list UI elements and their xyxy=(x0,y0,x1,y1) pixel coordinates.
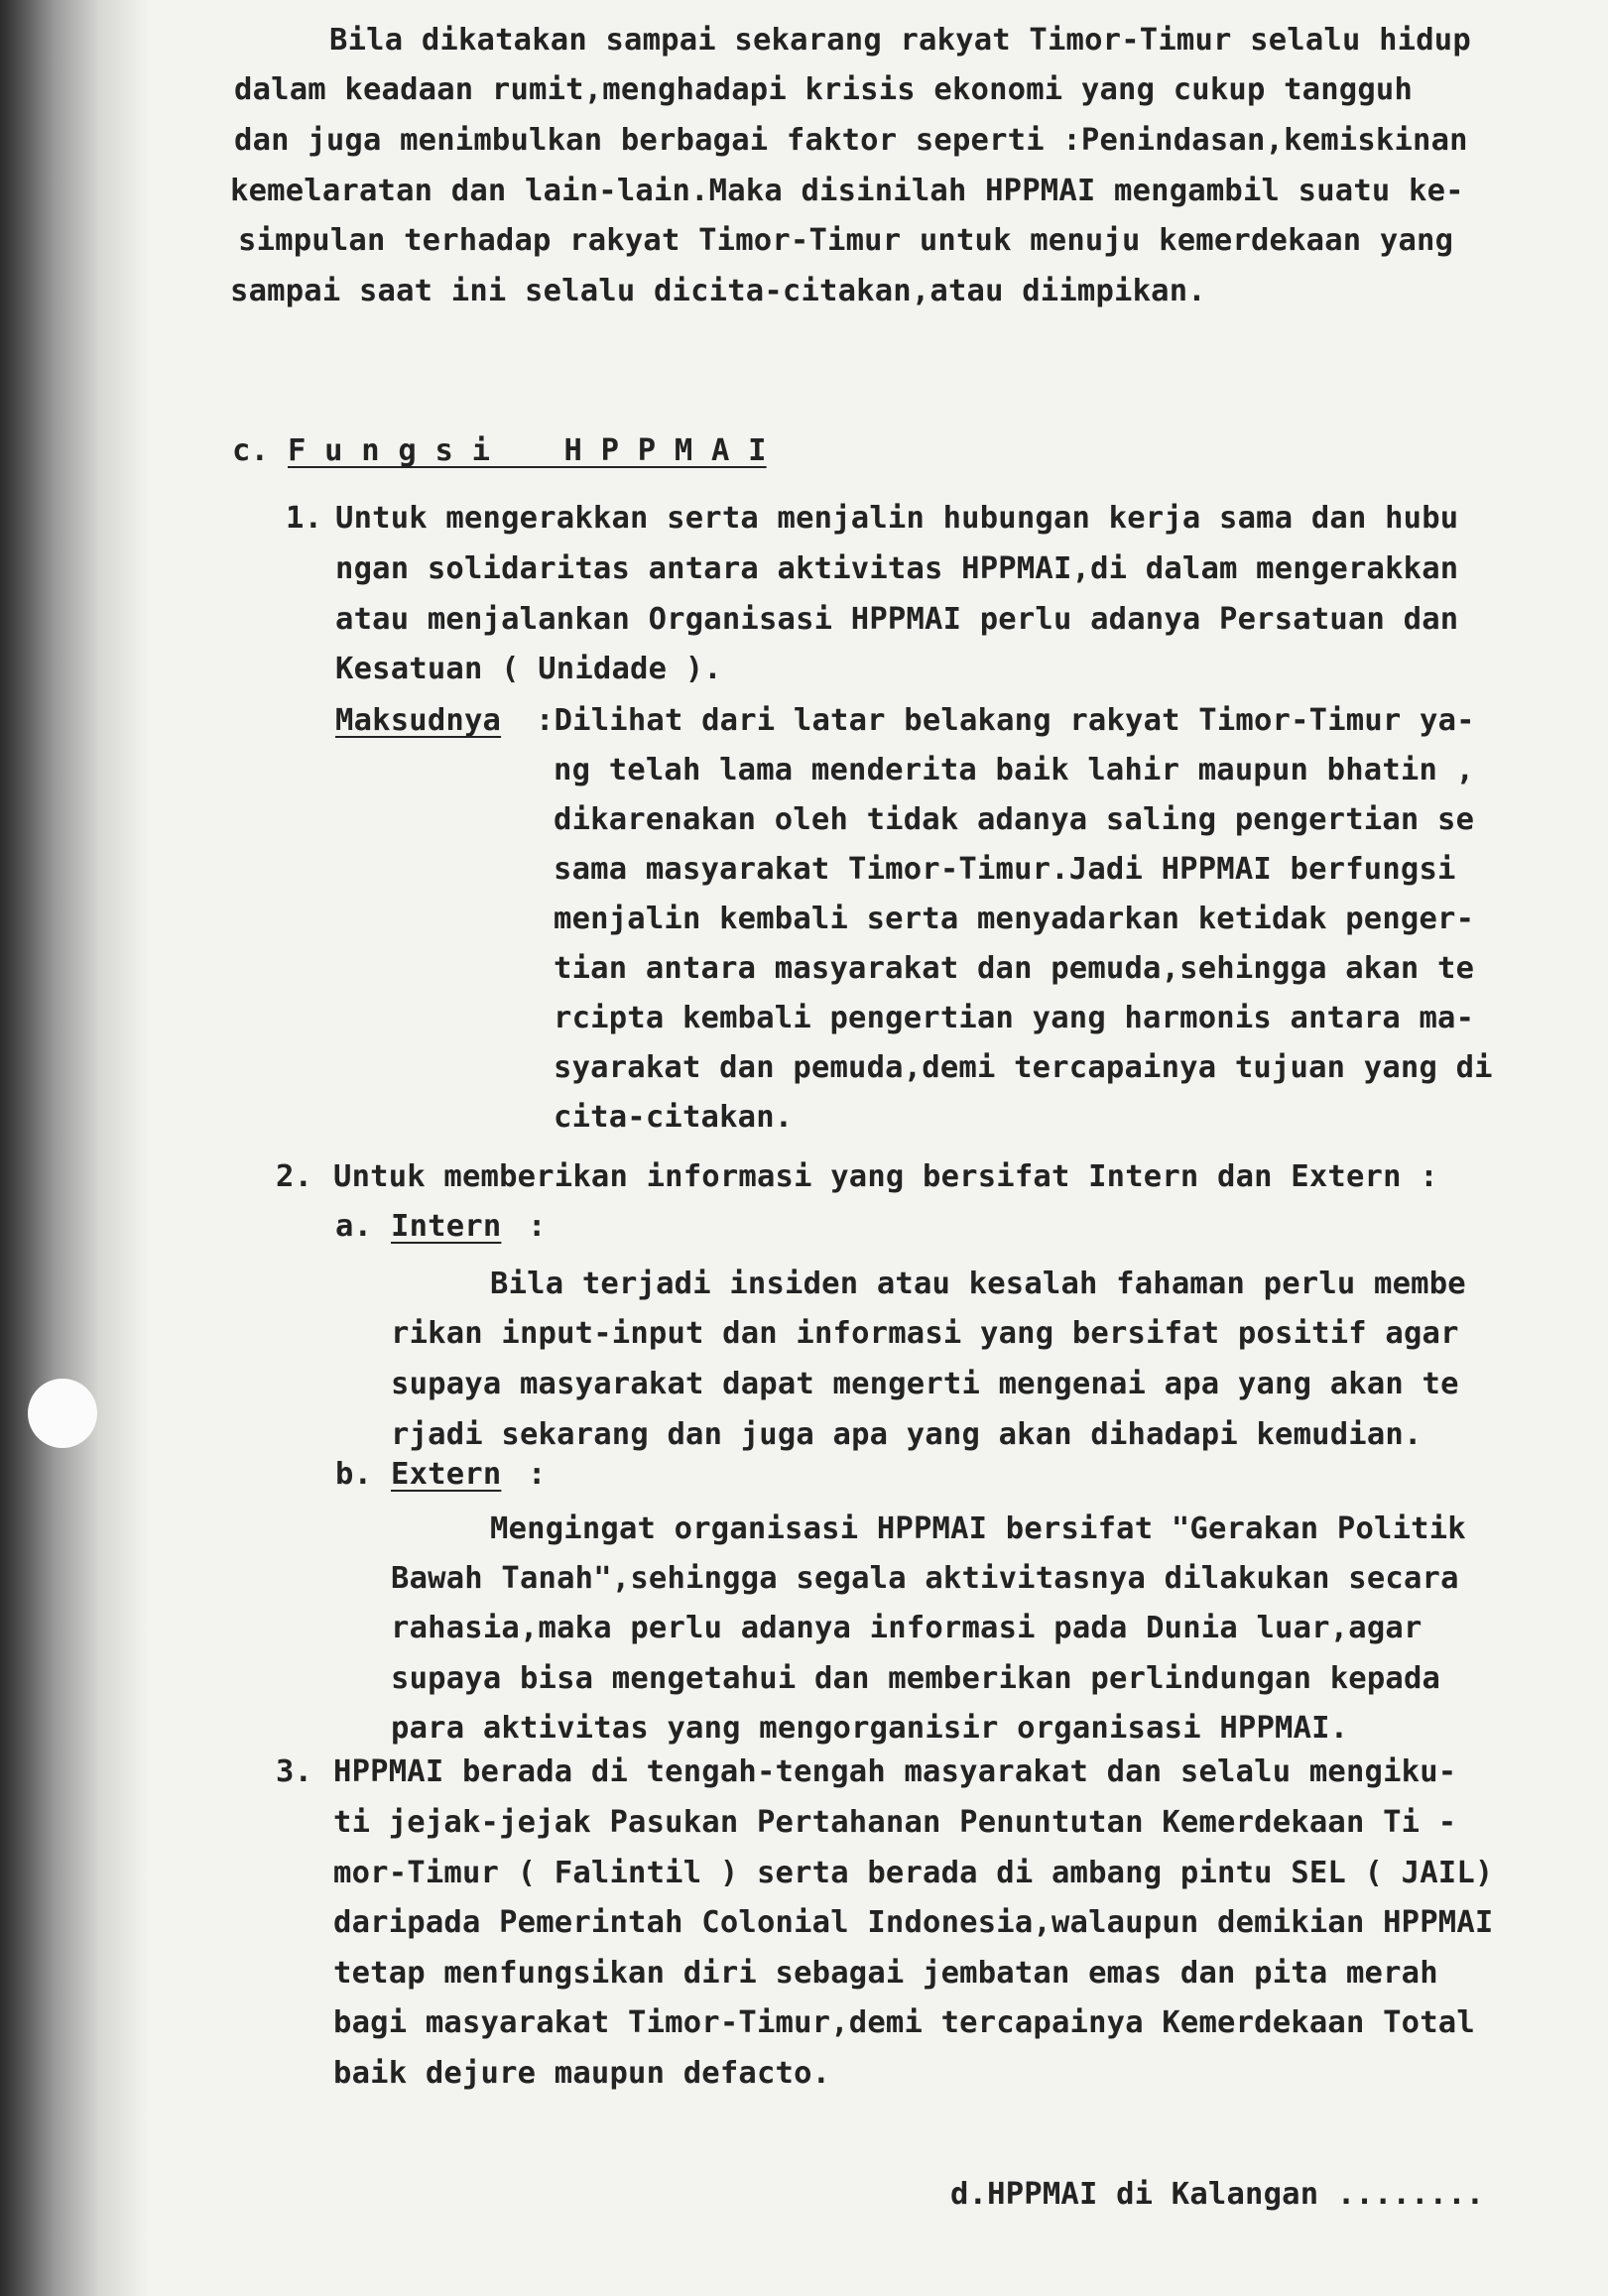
item2a-colon: : xyxy=(528,1209,547,1244)
intro-line-4: kemelaratan dan lain-lain.Maka disinilah HPPMAI mengambil suatu ke- xyxy=(230,174,1464,208)
extern-line-5: para aktivitas yang mengorganisir organisasi HPPMAI. xyxy=(391,1711,1349,1746)
punch-hole xyxy=(28,1379,97,1448)
item2-number: 2. xyxy=(276,1159,313,1194)
section-title: F u n g s i H P P M A I xyxy=(288,433,767,468)
maksud-line-2: ng telah lama menderita baik lahir maupun bhatin , xyxy=(554,753,1475,787)
item2b-label: Extern xyxy=(391,1457,502,1492)
intern-line-2: rikan input-input dan informasi yang bersifat positif agar xyxy=(391,1316,1459,1351)
item3-line-5: tetap menfungsikan diri sebagai jembatan emas dan pita merah xyxy=(333,1956,1438,1991)
item3-number: 3. xyxy=(276,1754,313,1789)
intro-line-6: sampai saat ini selalu dicita-citakan,atau diimpikan. xyxy=(230,274,1206,308)
item3-line-3: mor-Timur ( Falintil ) serta berada di ambang pintu SEL ( JAIL) xyxy=(333,1856,1494,1890)
extern-line-3: rahasia,maka perlu adanya informasi pada Dunia luar,agar xyxy=(391,1611,1422,1645)
intro-line-3: dan juga menimbulkan berbagai faktor seperti :Penindasan,kemiskinan xyxy=(234,123,1468,158)
maksud-line-8: syarakat dan pemuda,demi tercapainya tujuan yang di xyxy=(554,1050,1493,1085)
item2-intro: Untuk memberikan informasi yang bersifat Intern dan Extern : xyxy=(333,1159,1438,1194)
maksud-line-6: tian antara masyarakat dan pemuda,sehingga akan te xyxy=(554,951,1475,986)
item2a-letter: a. xyxy=(335,1209,373,1244)
item3-line-4: daripada Pemerintah Colonial Indonesia,walaupun demikian HPPMAI xyxy=(333,1905,1494,1940)
maksud-line-7: rcipta kembali pengertian yang harmonis antara ma- xyxy=(554,1001,1475,1035)
intro-line-2: dalam keadaan rumit,menghadapi krisis ekonomi yang cukup tangguh xyxy=(234,72,1414,107)
page-binding-shadow xyxy=(0,0,149,2296)
item2b-letter: b. xyxy=(335,1457,373,1492)
intro-line-1: Bila dikatakan sampai sekarang rakyat Timor-Timur selalu hidup xyxy=(329,23,1471,58)
maksud-label: Maksudnya xyxy=(335,703,502,738)
maksud-line-3: dikarenakan oleh tidak adanya saling pengertian se xyxy=(554,802,1475,837)
item1-line-3: atau menjalankan Organisasi HPPMAI perlu adanya Persatuan dan xyxy=(335,602,1459,637)
maksud-line-4: sama masyarakat Timor-Timur.Jadi HPPMAI berfungsi xyxy=(554,852,1456,887)
item3-line-1: HPPMAI berada di tengah-tengah masyarakat dan selalu mengiku- xyxy=(333,1754,1457,1789)
extern-line-4: supaya bisa mengetahui dan memberikan perlindungan kepada xyxy=(391,1661,1441,1696)
intern-line-4: rjadi sekarang dan juga apa yang akan dihadapi kemudian. xyxy=(391,1417,1422,1452)
item3-line-6: bagi masyarakat Timor-Timur,demi tercapainya Kemerdekaan Total xyxy=(333,2005,1475,2040)
maksud-line-5: menjalin kembali serta menyadarkan ketidak penger- xyxy=(554,902,1475,936)
extern-line-1: Mengingat organisasi HPPMAI bersifat "Gerakan Politik xyxy=(490,1511,1466,1546)
maksud-line-1: :Dilihat dari latar belakang rakyat Timor-Timur ya- xyxy=(536,703,1475,738)
item1-line-4: Kesatuan ( Unidade ). xyxy=(335,652,722,686)
section-letter: c. xyxy=(232,433,270,468)
intern-line-3: supaya masyarakat dapat mengerti mengenai apa yang akan te xyxy=(391,1367,1459,1401)
item3-line-2: ti jejak-jejak Pasukan Pertahanan Penuntutan Kemerdekaan Ti - xyxy=(333,1805,1457,1840)
extern-line-2: Bawah Tanah",sehingga segala aktivitasnya dilakukan secara xyxy=(391,1561,1459,1596)
item1-line-2: ngan solidaritas antara aktivitas HPPMAI,di dalam mengerakkan xyxy=(335,551,1459,586)
item2a-label: Intern xyxy=(391,1209,502,1244)
item3-line-7: baik dejure maupun defacto. xyxy=(333,2056,831,2091)
item1-line-1: Untuk mengerakkan serta menjalin hubungan kerja sama dan hubu xyxy=(335,501,1459,536)
footer-continuation: d.HPPMAI di Kalangan ........ xyxy=(950,2177,1485,2212)
item1-number: 1. xyxy=(286,501,323,536)
intro-line-5: simpulan terhadap rakyat Timor-Timur untuk menuju kemerdekaan yang xyxy=(238,223,1454,258)
intern-line-1: Bila terjadi insiden atau kesalah fahaman perlu membe xyxy=(490,1267,1466,1301)
maksud-line-9: cita-citakan. xyxy=(554,1100,794,1135)
item2b-colon: : xyxy=(528,1457,547,1492)
